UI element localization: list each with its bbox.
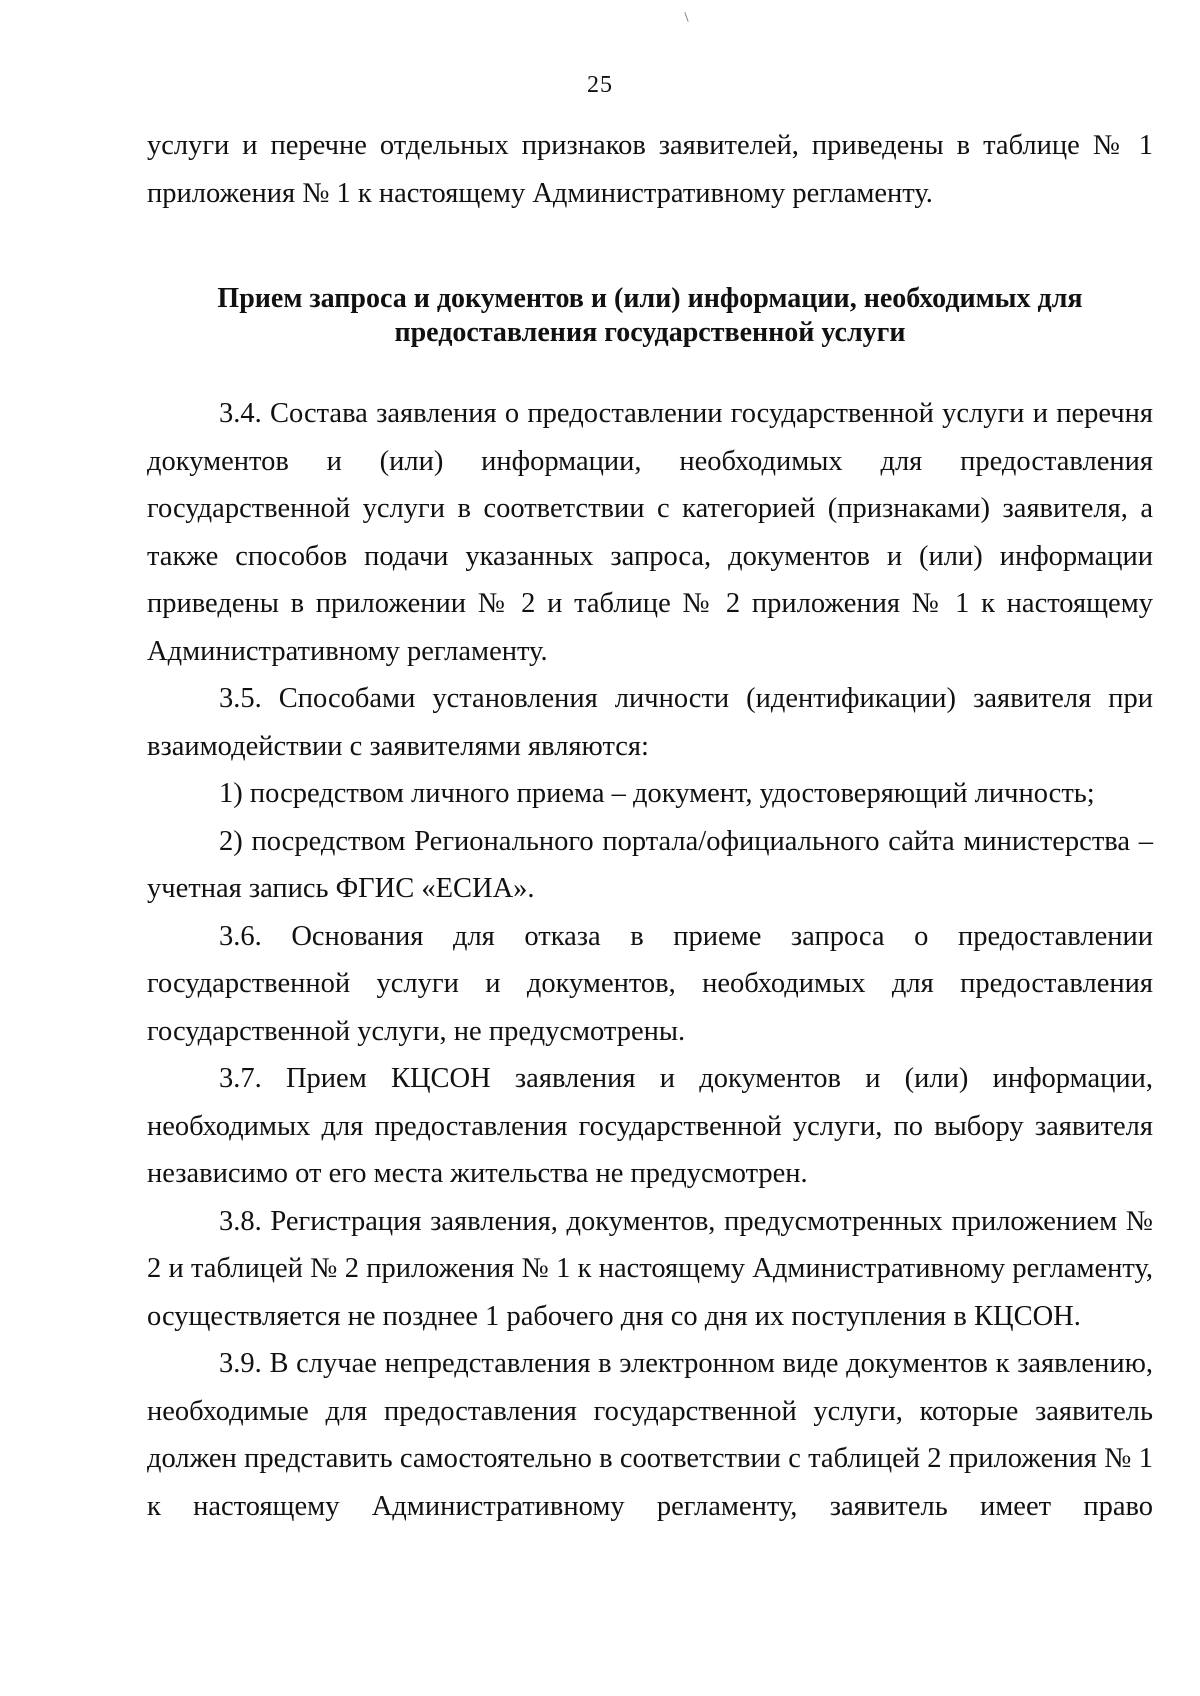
paragraph-3-5: 3.5. Способами установления личности (идентификации) заявителя при взаимодействии с заявителями являются: (147, 683, 1153, 762)
paragraph-3-6: 3.6. Основания для отказа в приеме запроса о предоставлении государственной услуги и документов, необходимых для предоставления государственной услуги, не предусмотрены. (147, 920, 1153, 1047)
page-number: 25 (587, 72, 613, 98)
intro-block (147, 122, 1153, 217)
intro-paragraph: услуги и перечне отдельных признаков заявителей, приведены в таблице № 1 приложения № 1 к настоящему Административному регламенту. (147, 130, 1153, 209)
paragraph-3-7: 3.7. Прием КЦСОН заявления и документов и (или) информации, необходимых для предоставления государственной услуги, по выбору заявителя независимо от его места жительства не предусмотрен. (147, 1063, 1153, 1189)
paragraph-3-9: 3.9. В случае непредставления в электронном виде документов к заявлению, необходимые для предоставления государственной услуги, которые заявитель должен представить самостоятельно в соответствии с таблицей 2 приложения № 1 к настоящему Административному регламенту, заявитель имеет право (147, 1348, 1153, 1522)
heading-line-1: Прием запроса и документов и (или) информации, необходимых для (217, 283, 1083, 314)
paragraph-3-5-item-1: 1) посредством личного приема – документ, удостоверяющий личность; (219, 778, 1095, 809)
paragraph-3-8: 3.8. Регистрация заявления, документов, предусмотренных приложением № 2 и таблицей № 2 приложения № 1 к настоящему Административному регламенту, осуществляется не позднее 1 рабочего дня со дня их поступления в КЦСОН. (147, 1205, 1153, 1332)
heading-line-2: предоставления государственной услуги (394, 317, 906, 348)
paragraph-3-5-item-2: 2) посредством Регионального портала/официального сайта министерства – учетная запись ФГИС «ЕСИА». (147, 825, 1153, 904)
main-text (147, 390, 1153, 1530)
paragraph-3-4: 3.4. Состава заявления о предоставлении государственной услуги и перечня документов и (или) информации, необходимых для предоставления государственной услуги в соответствии с категорией (признаками) заявителя, а также способов подачи указанных запроса, документов и (или) информации приведены в приложении № 2 и таблице № 2 приложения № 1 к настоящему Административному регламенту. (147, 398, 1153, 667)
section-heading (147, 282, 1153, 350)
scan-artifact (684, 12, 688, 22)
